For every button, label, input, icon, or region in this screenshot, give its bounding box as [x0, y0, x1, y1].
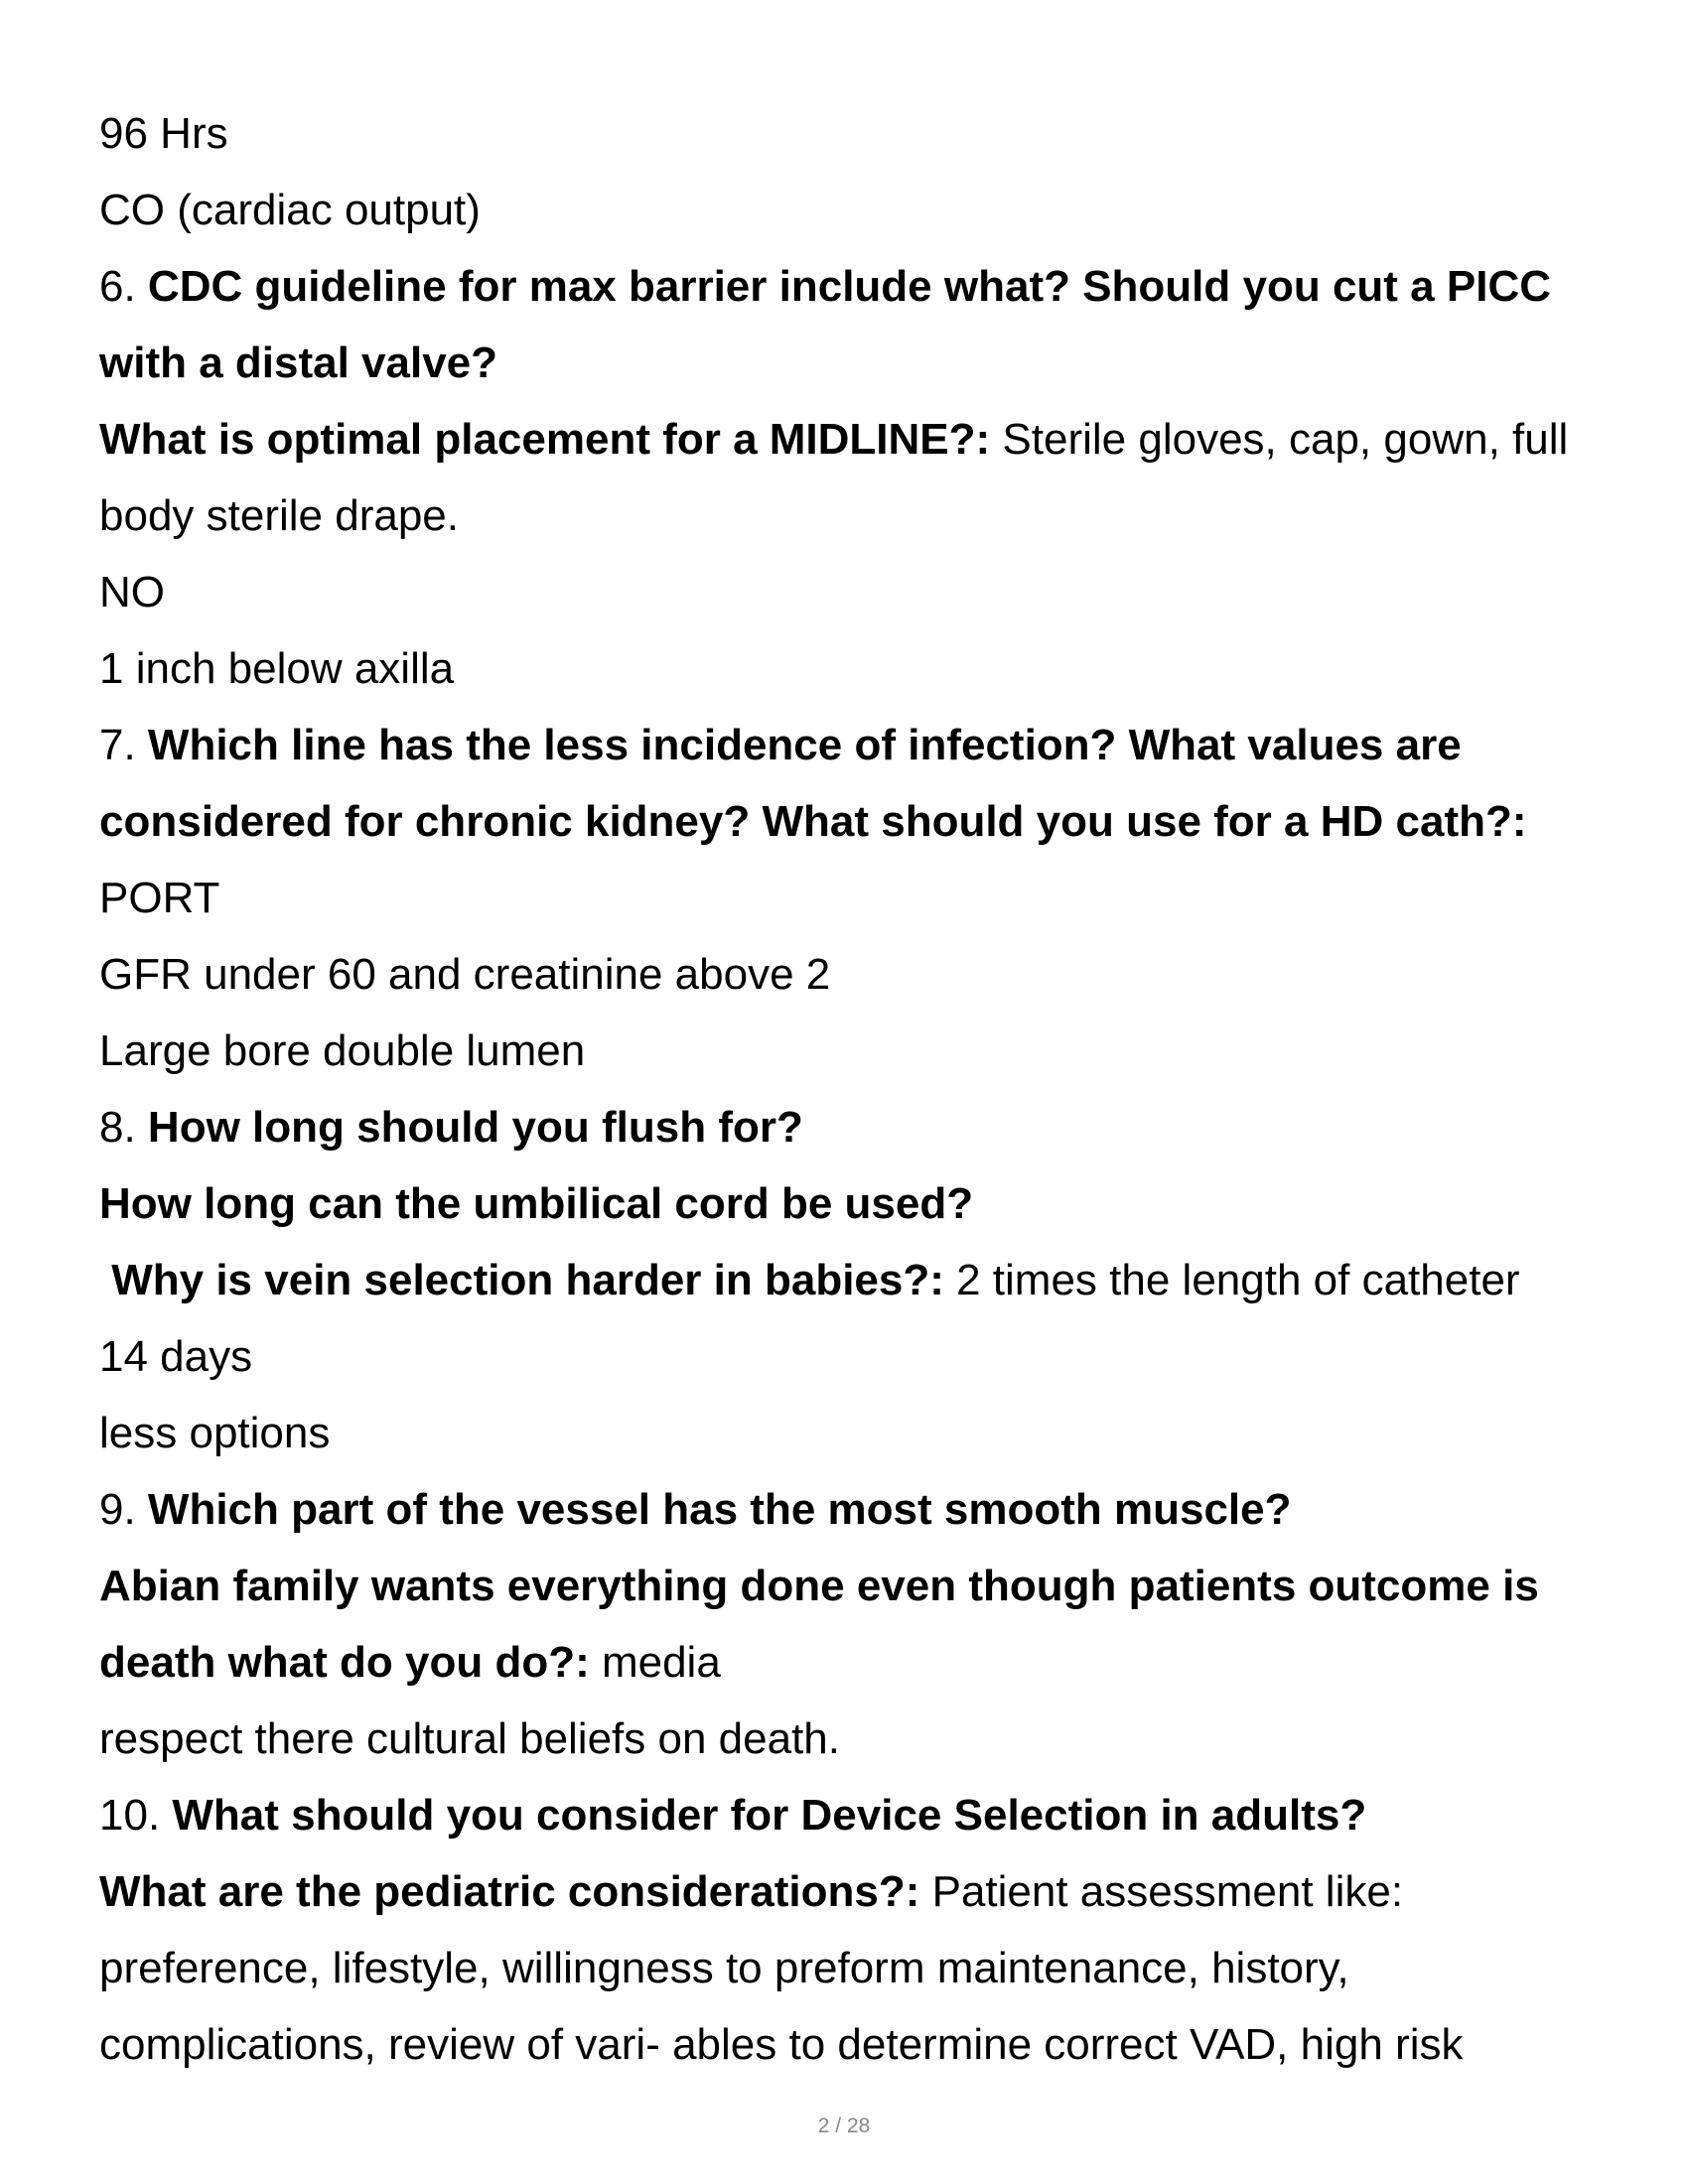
- question-number: 9.: [99, 1485, 148, 1534]
- question-9-line-3: [99, 1624, 1609, 1701]
- answer-text: 1 inch below axilla: [99, 644, 455, 693]
- text-line: [99, 860, 1609, 936]
- text-line: [99, 1930, 1609, 2006]
- text-line: [99, 1013, 1609, 1089]
- text-line: [99, 1318, 1609, 1395]
- question-text: Which part of the vessel has the most smooth muscle?: [147, 1485, 1292, 1534]
- question-6-line-1: [99, 248, 1609, 325]
- question-7-line-2: [99, 783, 1609, 860]
- text-line: [99, 478, 1609, 554]
- text-line: [99, 2006, 1609, 2083]
- question-text: considered for chronic kidney? What should you use for a HD cath?:: [99, 797, 1527, 846]
- question-number: 6.: [99, 262, 148, 311]
- question-8-line-2: [99, 1165, 1609, 1242]
- text-line: [99, 1701, 1609, 1777]
- question-text: Abian family wants everything done even though patients outcome is: [99, 1562, 1539, 1610]
- question-number: 10.: [99, 1791, 173, 1840]
- question-number: 7.: [99, 721, 148, 769]
- question-text: How long should you flush for?: [147, 1103, 803, 1152]
- question-text: What is optimal placement for a MIDLINE?:: [99, 415, 991, 464]
- question-7-line-1: [99, 707, 1609, 783]
- text-line: [99, 95, 1609, 172]
- answer-text: preference, lifestyle, willingness to preform maintenance, history,: [99, 1944, 1349, 1992]
- answer-text: respect there cultural beliefs on death.: [99, 1714, 841, 1763]
- page-number: 2 / 28: [817, 2115, 871, 2137]
- answer-text: Patient assessment like:: [919, 1867, 1404, 1916]
- question-9-line-2: [99, 1548, 1609, 1624]
- text-line: [99, 1395, 1609, 1471]
- question-8-line-1: [99, 1089, 1609, 1165]
- answer-text: 14 days: [99, 1332, 253, 1381]
- answer-text: less options: [99, 1409, 331, 1457]
- question-number: 8.: [99, 1103, 148, 1152]
- question-text: Why is vein selection harder in babies?:: [99, 1256, 944, 1304]
- answer-text: PORT: [99, 874, 220, 922]
- text-line: [99, 554, 1609, 630]
- question-text: with a distal valve?: [99, 339, 498, 387]
- text-line: [99, 172, 1609, 248]
- question-text: How long can the umbilical cord be used?: [99, 1179, 974, 1228]
- question-text: death what do you do?:: [99, 1638, 590, 1687]
- question-6-line-2: [99, 325, 1609, 401]
- answer-text: Large bore double lumen: [99, 1026, 586, 1075]
- question-text: Which line has the less incidence of infection? What values are: [147, 721, 1462, 769]
- text-line: [99, 936, 1609, 1013]
- answer-text: Sterile gloves, cap, gown, full: [990, 415, 1569, 464]
- answer-text: media: [589, 1638, 721, 1687]
- answer-text: complications, review of vari- ables to determine correct VAD, high risk: [99, 2020, 1464, 2069]
- answer-text: NO: [99, 568, 165, 616]
- question-10-line-1: [99, 1777, 1609, 1853]
- answer-text: 96 Hrs: [99, 109, 228, 158]
- question-text: CDC guideline for max barrier include what? Should you cut a PICC: [147, 262, 1551, 311]
- answer-text: GFR under 60 and creatinine above 2: [99, 950, 831, 999]
- question-6-line-3: [99, 401, 1609, 478]
- question-text: What are the pediatric considerations?:: [99, 1867, 920, 1916]
- answer-text: 2 times the length of catheter: [943, 1256, 1520, 1304]
- answer-text: CO (cardiac output): [99, 186, 481, 234]
- question-9-line-1: [99, 1471, 1609, 1548]
- text-line: [99, 630, 1609, 707]
- question-text: What should you consider for Device Selection in adults?: [172, 1791, 1367, 1840]
- question-8-line-3: [99, 1242, 1609, 1318]
- answer-text: body sterile drape.: [99, 491, 459, 540]
- document-page: [99, 95, 1609, 2083]
- question-10-line-2: [99, 1853, 1609, 1930]
